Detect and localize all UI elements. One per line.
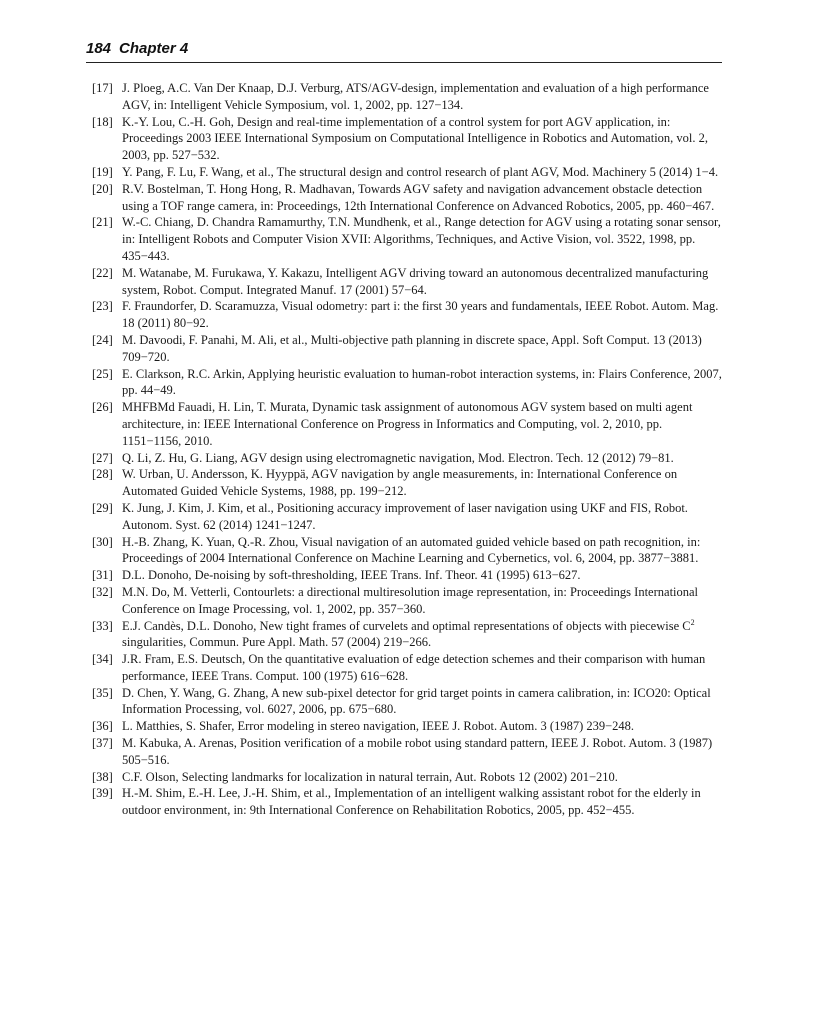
reference-text: W. Urban, U. Andersson, K. Hyyppä, AGV navigation by angle measurements, in: International Conference on Automated Guided Vehicle Systems, 1988, pp. 199−212. (122, 467, 678, 499)
reference-number: [29] (92, 500, 113, 515)
reference-text: MHFBMd Fauadi, H. Lin, T. Murata, Dynamic task assignment of autonomous AGV system based on multi agent architecture, in: IEEE International Conference on Progress in Informatics and Computing, vol. 2, 2010, pp. 1151−1156, 2010. (122, 400, 693, 448)
reference-number: [24] (92, 332, 113, 347)
reference-item (92, 164, 724, 181)
reference-text: E. Clarkson, R.C. Arkin, Applying heuristic evaluation to human-robot interaction systems, in: Flairs Conference, 2007, pp. 44−49. (122, 366, 722, 398)
reference-item (92, 450, 724, 467)
reference-item (92, 80, 724, 114)
chapter-title: Chapter 4 (119, 40, 189, 57)
reference-item (92, 399, 724, 449)
reference-number: [27] (92, 450, 113, 465)
reference-number: [33] (92, 618, 113, 633)
reference-item (92, 567, 724, 584)
reference-list (92, 80, 724, 819)
reference-number: [30] (92, 534, 113, 549)
reference-text: M. Watanabe, M. Furukawa, Y. Kakazu, Intelligent AGV driving toward an autonomous decentralized manufacturing system, Robot. Comput. Integrated Manuf. 17 (2001) 57−64. (122, 265, 709, 297)
reference-item (92, 534, 724, 568)
reference-item (92, 466, 724, 500)
reference-item (92, 366, 724, 400)
reference-item (92, 769, 724, 786)
reference-item (92, 584, 724, 618)
reference-number: [26] (92, 400, 113, 415)
reference-text: C.F. Olson, Selecting landmarks for localization in natural terrain, Aut. Robots 12 (2002) 201−210. (122, 769, 618, 784)
reference-text (122, 618, 724, 652)
reference-number: [36] (92, 719, 113, 734)
reference-text: L. Matthies, S. Shafer, Error modeling in stereo navigation, IEEE J. Robot. Autom. 3 (1987) 239−248. (122, 719, 635, 734)
reference-number: [37] (92, 736, 113, 751)
reference-number: [34] (92, 652, 113, 667)
reference-text: D. Chen, Y. Wang, G. Zhang, A new sub-pixel detector for grid target points in camera calibration, in: ICO20: Optical Information Processing, vol. 6027, 2006, pp. 675−680. (122, 685, 711, 717)
reference-text: M. Kabuka, A. Arenas, Position verification of a mobile robot using standard pattern, IEEE J. Robot. Autom. 3 (1987) 505−516. (122, 736, 713, 767)
reference-item (92, 214, 724, 264)
reference-text: R.V. Bostelman, T. Hong Hong, R. Madhavan, Towards AGV safety and navigation advancement obstacle detection using a TOF range camera, in: Proceedings, 12th International Conference on Advanced Robotics, 2005, pp. 460−467. (122, 181, 715, 213)
reference-text: K.-Y. Lou, C.-H. Goh, Design and real-time implementation of a control system for port AGV application, in: Proceedings 2003 IEEE International Symposium on Computational Intelligence in Robotics and Automation, vol. 2, 2003, pp. 527−532. (122, 114, 709, 163)
reference-number: [38] (92, 769, 113, 784)
reference-item (92, 500, 724, 534)
reference-number: [23] (92, 299, 113, 314)
reference-text: M.N. Do, M. Vetterli, Contourlets: a directional multiresolution image representation, in: Proceedings International Conference on Image Processing, vol. 1, 2002, pp. 357−360. (122, 584, 699, 616)
reference-text: K. Jung, J. Kim, J. Kim, et al., Positioning accuracy improvement of laser navigation using UKF and FIS, Robot. Autonom. Syst. 62 (2014) 1241−1247. (122, 500, 688, 532)
reference-item (92, 718, 724, 735)
reference-number: [17] (92, 81, 113, 95)
superscript: 2 (690, 617, 695, 627)
reference-text-part: E.J. Candès, D.L. Donoho, New tight frames of curvelets and optimal representations of objects with piecewise C (122, 618, 691, 633)
reference-number: [31] (92, 568, 113, 583)
reference-text-part: singularities, Commun. Pure Appl. Math. 57 (2004) 219−266. (122, 635, 432, 650)
reference-item (92, 332, 724, 366)
reference-number: [39] (92, 786, 113, 801)
reference-text: J. Ploeg, A.C. Van Der Knaap, D.J. Verburg, ATS/AGV-design, implementation and evaluation of a high performance AGV, in: Intelligent Vehicle Symposium, vol. 1, 2002, pp. 127−134. (122, 81, 709, 112)
reference-text: M. Davoodi, F. Panahi, M. Ali, et al., Multi-objective path planning in discrete space, Appl. Soft Comput. 13 (2013) 709−720. (122, 332, 702, 364)
running-header (86, 40, 722, 63)
reference-text: Q. Li, Z. Hu, G. Liang, AGV design using electromagnetic navigation, Mod. Electron. Tech. 12 (2012) 79−81. (122, 450, 674, 465)
page-number: 184 (86, 40, 112, 57)
reference-number: [19] (92, 164, 113, 179)
reference-item (92, 265, 724, 299)
reference-item (92, 181, 724, 215)
reference-number: [35] (92, 685, 113, 700)
reference-text: F. Fraundorfer, D. Scaramuzza, Visual odometry: part i: the first 30 years and fundamentals, IEEE Robot. Autom. Mag. 18 (2011) 80−92. (122, 299, 719, 331)
reference-number: [18] (92, 114, 113, 129)
reference-number: [20] (92, 181, 113, 196)
reference-text: Y. Pang, F. Lu, F. Wang, et al., The structural design and control research of plant AGV, Mod. Machinery 5 (2014) 1−4. (122, 164, 719, 179)
reference-text: H.-B. Zhang, K. Yuan, Q.-R. Zhou, Visual navigation of an automated guided vehicle based on path recognition, in: Proceedings of 2004 International Conference on Machine Learning and Cybernetics, vol. 6, 2004, pp. 3877−3881. (122, 534, 701, 566)
reference-item (92, 651, 724, 685)
header-text (86, 40, 188, 57)
reference-item (92, 685, 724, 719)
reference-number: [25] (92, 366, 113, 381)
reference-number: [32] (92, 584, 113, 599)
reference-item (92, 618, 724, 652)
reference-item (92, 114, 724, 164)
reference-item (92, 785, 724, 819)
reference-item (92, 298, 724, 332)
reference-item (92, 735, 724, 769)
reference-number: [21] (92, 215, 113, 230)
reference-number: [28] (92, 467, 113, 482)
reference-text: J.R. Fram, E.S. Deutsch, On the quantitative evaluation of edge detection schemes and their comparison with human performance, IEEE Trans. Comput. 100 (1975) 616−628. (122, 652, 706, 683)
reference-number: [22] (92, 265, 113, 280)
reference-text: D.L. Donoho, De-noising by soft-thresholding, IEEE Trans. Inf. Theor. 41 (1995) 613−627. (122, 568, 581, 583)
reference-text: W.-C. Chiang, D. Chandra Ramamurthy, T.N. Mundhenk, et al., Range detection for AGV using a rotating sonar sensor, in: Intelligent Robots and Computer Vision XVII: Algorithms, Techniques, and Active Vision, vol. 3522, 1998, pp. 435−443. (122, 215, 721, 263)
reference-text: H.-M. Shim, E.-H. Lee, J.-H. Shim, et al., Implementation of an intelligent walking assistant robot for the elderly in outdoor environment, in: 9th International Conference on Rehabilitation Robotics, 2005, pp. 452−455. (122, 786, 701, 818)
